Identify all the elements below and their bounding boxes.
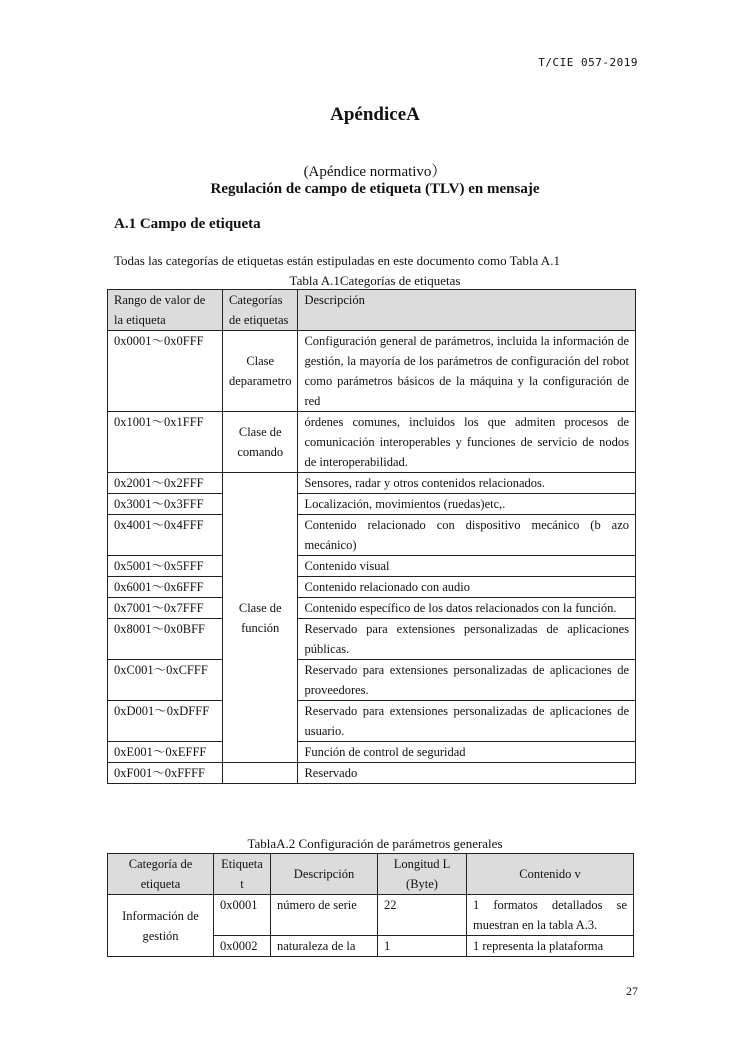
description-cell: Localización, movimientos (ruedas)etc,. <box>298 494 636 515</box>
description-cell: Reservado para extensiones personalizadas de aplicaciones de usuario. <box>298 701 636 742</box>
page-number: 27 <box>626 984 638 998</box>
table-row <box>108 763 636 784</box>
range-cell: 0x2001～0x2FFF <box>108 473 223 494</box>
description-cell: Contenido específico de los datos relacionados con la función. <box>298 598 636 619</box>
range-cell: 0x1001～0x1FFF <box>108 412 223 473</box>
range-cell: 0xE001～0xEFFF <box>108 742 223 763</box>
table-row <box>108 412 636 473</box>
tag-cell: 0x0001 <box>214 895 271 936</box>
table-row <box>108 895 634 936</box>
header-description: Descripción <box>298 290 636 331</box>
table-row <box>108 701 636 742</box>
table-row <box>108 494 636 515</box>
header-range: Rango de valor de la etiqueta <box>108 290 223 331</box>
header-tag-category: Categoría de etiqueta <box>108 854 214 895</box>
table-row <box>108 556 636 577</box>
table-row <box>108 473 636 494</box>
description-cell: Función de control de seguridad <box>298 742 636 763</box>
header-category: Categorías de etiquetas <box>223 290 298 331</box>
table1-caption: Tabla A.1Categorías de etiquetas <box>289 273 461 288</box>
range-cell: 0x0001～0x0FFF <box>108 331 223 412</box>
range-cell: 0x3001～0x3FFF <box>108 494 223 515</box>
range-cell: 0x8001～0x0BFF <box>108 619 223 660</box>
tag-categories-table <box>107 289 636 784</box>
table-header-row <box>108 854 634 895</box>
appendix-title: ApéndiceA <box>330 104 420 125</box>
appendix-subtitle: (Apéndice normativo） <box>303 164 447 180</box>
table-row <box>108 515 636 556</box>
description-cell: Configuración general de parámetros, incluida la información de gestión, la mayoría de los parámetros de configuración del robot como parámetros básicos de la máquina y la configuración de red <box>298 331 636 412</box>
range-cell: 0x7001～0x7FFF <box>108 598 223 619</box>
header-description: Descripción <box>271 854 378 895</box>
description-cell: Contenido visual <box>298 556 636 577</box>
table-row <box>108 660 636 701</box>
range-cell: 0xF001～0xFFFF <box>108 763 223 784</box>
table2-caption: TablaA.2 Configuración de parámetros generales <box>247 836 503 851</box>
table-row <box>108 598 636 619</box>
table-row <box>108 742 636 763</box>
description-cell: Reservado <box>298 763 636 784</box>
range-cell: 0xC001～0xCFFF <box>108 660 223 701</box>
category-cell: Clase de función <box>223 473 298 763</box>
tag-category-cell: Información de gestión <box>108 895 214 957</box>
table-row <box>108 577 636 598</box>
intro-paragraph: Todas las categorías de etiquetas están estipuladas en este documento como Tabla A.1 <box>114 253 560 268</box>
length-cell: 1 <box>378 936 467 957</box>
length-cell: 22 <box>378 895 467 936</box>
content-cell: 1 representa la plataforma <box>467 936 634 957</box>
general-params-table <box>107 853 634 957</box>
description-cell: Reservado para extensiones personalizadas de aplicaciones de proveedores. <box>298 660 636 701</box>
header-length: Longitud L (Byte) <box>378 854 467 895</box>
description-cell: número de serie <box>271 895 378 936</box>
section-title: A.1 Campo de etiqueta <box>114 216 261 232</box>
tag-cell: 0x0002 <box>214 936 271 957</box>
description-cell: Contenido relacionado con dispositivo mecánico (b azo mecánico) <box>298 515 636 556</box>
description-cell: naturaleza de la <box>271 936 378 957</box>
description-cell: Reservado para extensiones personalizadas de aplicaciones públicas. <box>298 619 636 660</box>
header-content: Contenido v <box>467 854 634 895</box>
range-cell: 0x6001～0x6FFF <box>108 577 223 598</box>
appendix-heading: Regulación de campo de etiqueta (TLV) en mensaje <box>210 181 540 197</box>
content-cell: 1 formatos detallados se muestran en la tabla A.3. <box>467 895 634 936</box>
header-tag: Etiqueta t <box>214 854 271 895</box>
description-cell: órdenes comunes, incluidos los que admiten procesos de comunicación interoperables y funciones de servicio de nodos de interoperabilidad. <box>298 412 636 473</box>
range-cell: 0x4001～0x4FFF <box>108 515 223 556</box>
table-header-row <box>108 290 636 331</box>
range-cell: 0xD001～0xDFFF <box>108 701 223 742</box>
category-cell: Clase deparametro <box>223 331 298 412</box>
document-code: T/CIE 057-2019 <box>538 56 638 69</box>
range-cell: 0x5001～0x5FFF <box>108 556 223 577</box>
description-cell: Contenido relacionado con audio <box>298 577 636 598</box>
category-cell-empty <box>223 763 298 784</box>
table-row <box>108 619 636 660</box>
table-row <box>108 331 636 412</box>
description-cell: Sensores, radar y otros contenidos relacionados. <box>298 473 636 494</box>
category-cell: Clase de comando <box>223 412 298 473</box>
